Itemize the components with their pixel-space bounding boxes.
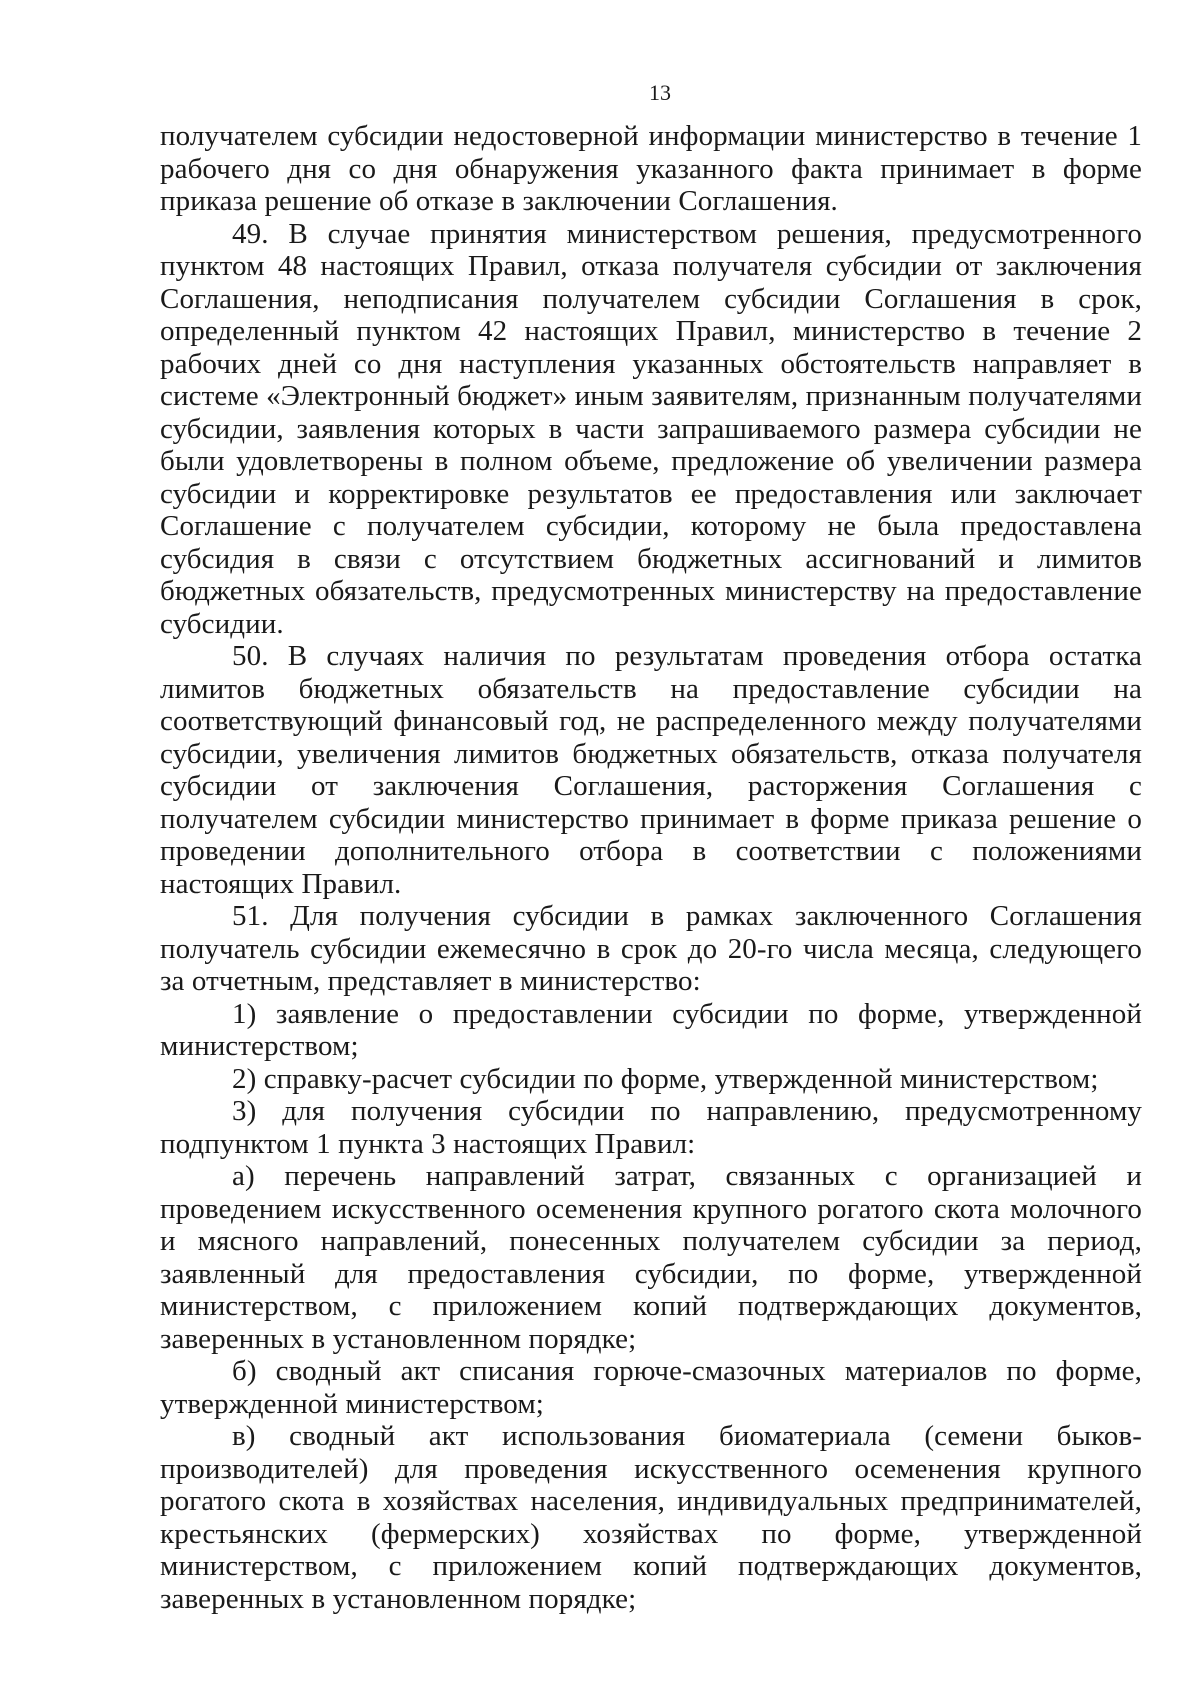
sub-item-v: в) сводный акт использования биоматериала (семени быков-производителей) для проведения искусственного осеменения крупного рогатого скота в хозяйствах населения, индивидуальных предпринимателей, крестьянских (фермерских) хозяйствах по форме, утвержденной министерством, с приложением копий подтверждающих документов, заверенных в установленном порядке; [160,1420,1142,1615]
paragraph-51: 51. Для получения субсидии в рамках заключенного Соглашения получатель субсидии ежемесячно в срок до 20-го числа месяца, следующего за отчетным, представляет в министерство: [160,900,1142,997]
sub-item-b: б) сводный акт списания горюче-смазочных материалов по форме, утвержденной министерством; [160,1355,1142,1420]
list-item-3: 3) для получения субсидии по направлению, предусмотренному подпунктом 1 пункта 3 настоящих Правил: [160,1095,1142,1160]
sub-item-a: а) перечень направлений затрат, связанных с организацией и проведением искусственного осеменения крупного рогатого скота молочного и мясного направлений, понесенных получателем субсидии за период, заявленный для предоставления субсидии, по форме, утвержденной министерством, с приложением копий подтверждающих документов, заверенных в установленном порядке; [160,1160,1142,1355]
paragraph-50: 50. В случаях наличия по результатам проведения отбора остатка лимитов бюджетных обязательств на предоставление субсидии на соответствующий финансовый год, не распределенного между получателями субсидии, увеличения лимитов бюджетных обязательств, отказа получателя субсидии от заключения Соглашения, расторжения Соглашения с получателем субсидии министерство принимает в форме приказа решение о проведении дополнительного отбора в соответствии с положениями настоящих Правил. [160,640,1142,900]
list-item-2: 2) справку-расчет субсидии по форме, утвержденной министерством; [232,1062,1099,1095]
paragraph-continuation: получателем субсидии недостоверной информации министерство в течение 1 рабочего дня со дня обнаружения указанного факта принимает в форме приказа решение об отказе в заключении Соглашения. [160,120,1142,217]
document-body [160,120,1142,1615]
paragraph-49: 49. В случае принятия министерством решения, предусмотренного пунктом 48 настоящих Правил, отказа получателя субсидии от заключения Соглашения, неподписания получателем субсидии Соглашения в срок, определенный пунктом 42 настоящих Правил, министерство в течение 2 рабочих дней со дня наступления указанных обстоятельств направляет в системе «Электронный бюджет» иным заявителям, признанным получателями субсидии, заявления которых в части запрашиваемого размера субсидии не были удовлетворены в полном объеме, предложение об увеличении размера субсидии и корректировке результатов ее предоставления или заключает Соглашение с получателем субсидии, которому не была предоставлена субсидия в связи с отсутствием бюджетных ассигнований и лимитов бюджетных обязательств, предусмотренных министерству на предоставление субсидии. [160,217,1142,640]
page-number: 13 [649,80,671,105]
list-item-1: 1) заявление о предоставлении субсидии по форме, утвержденной министерством; [160,997,1142,1062]
